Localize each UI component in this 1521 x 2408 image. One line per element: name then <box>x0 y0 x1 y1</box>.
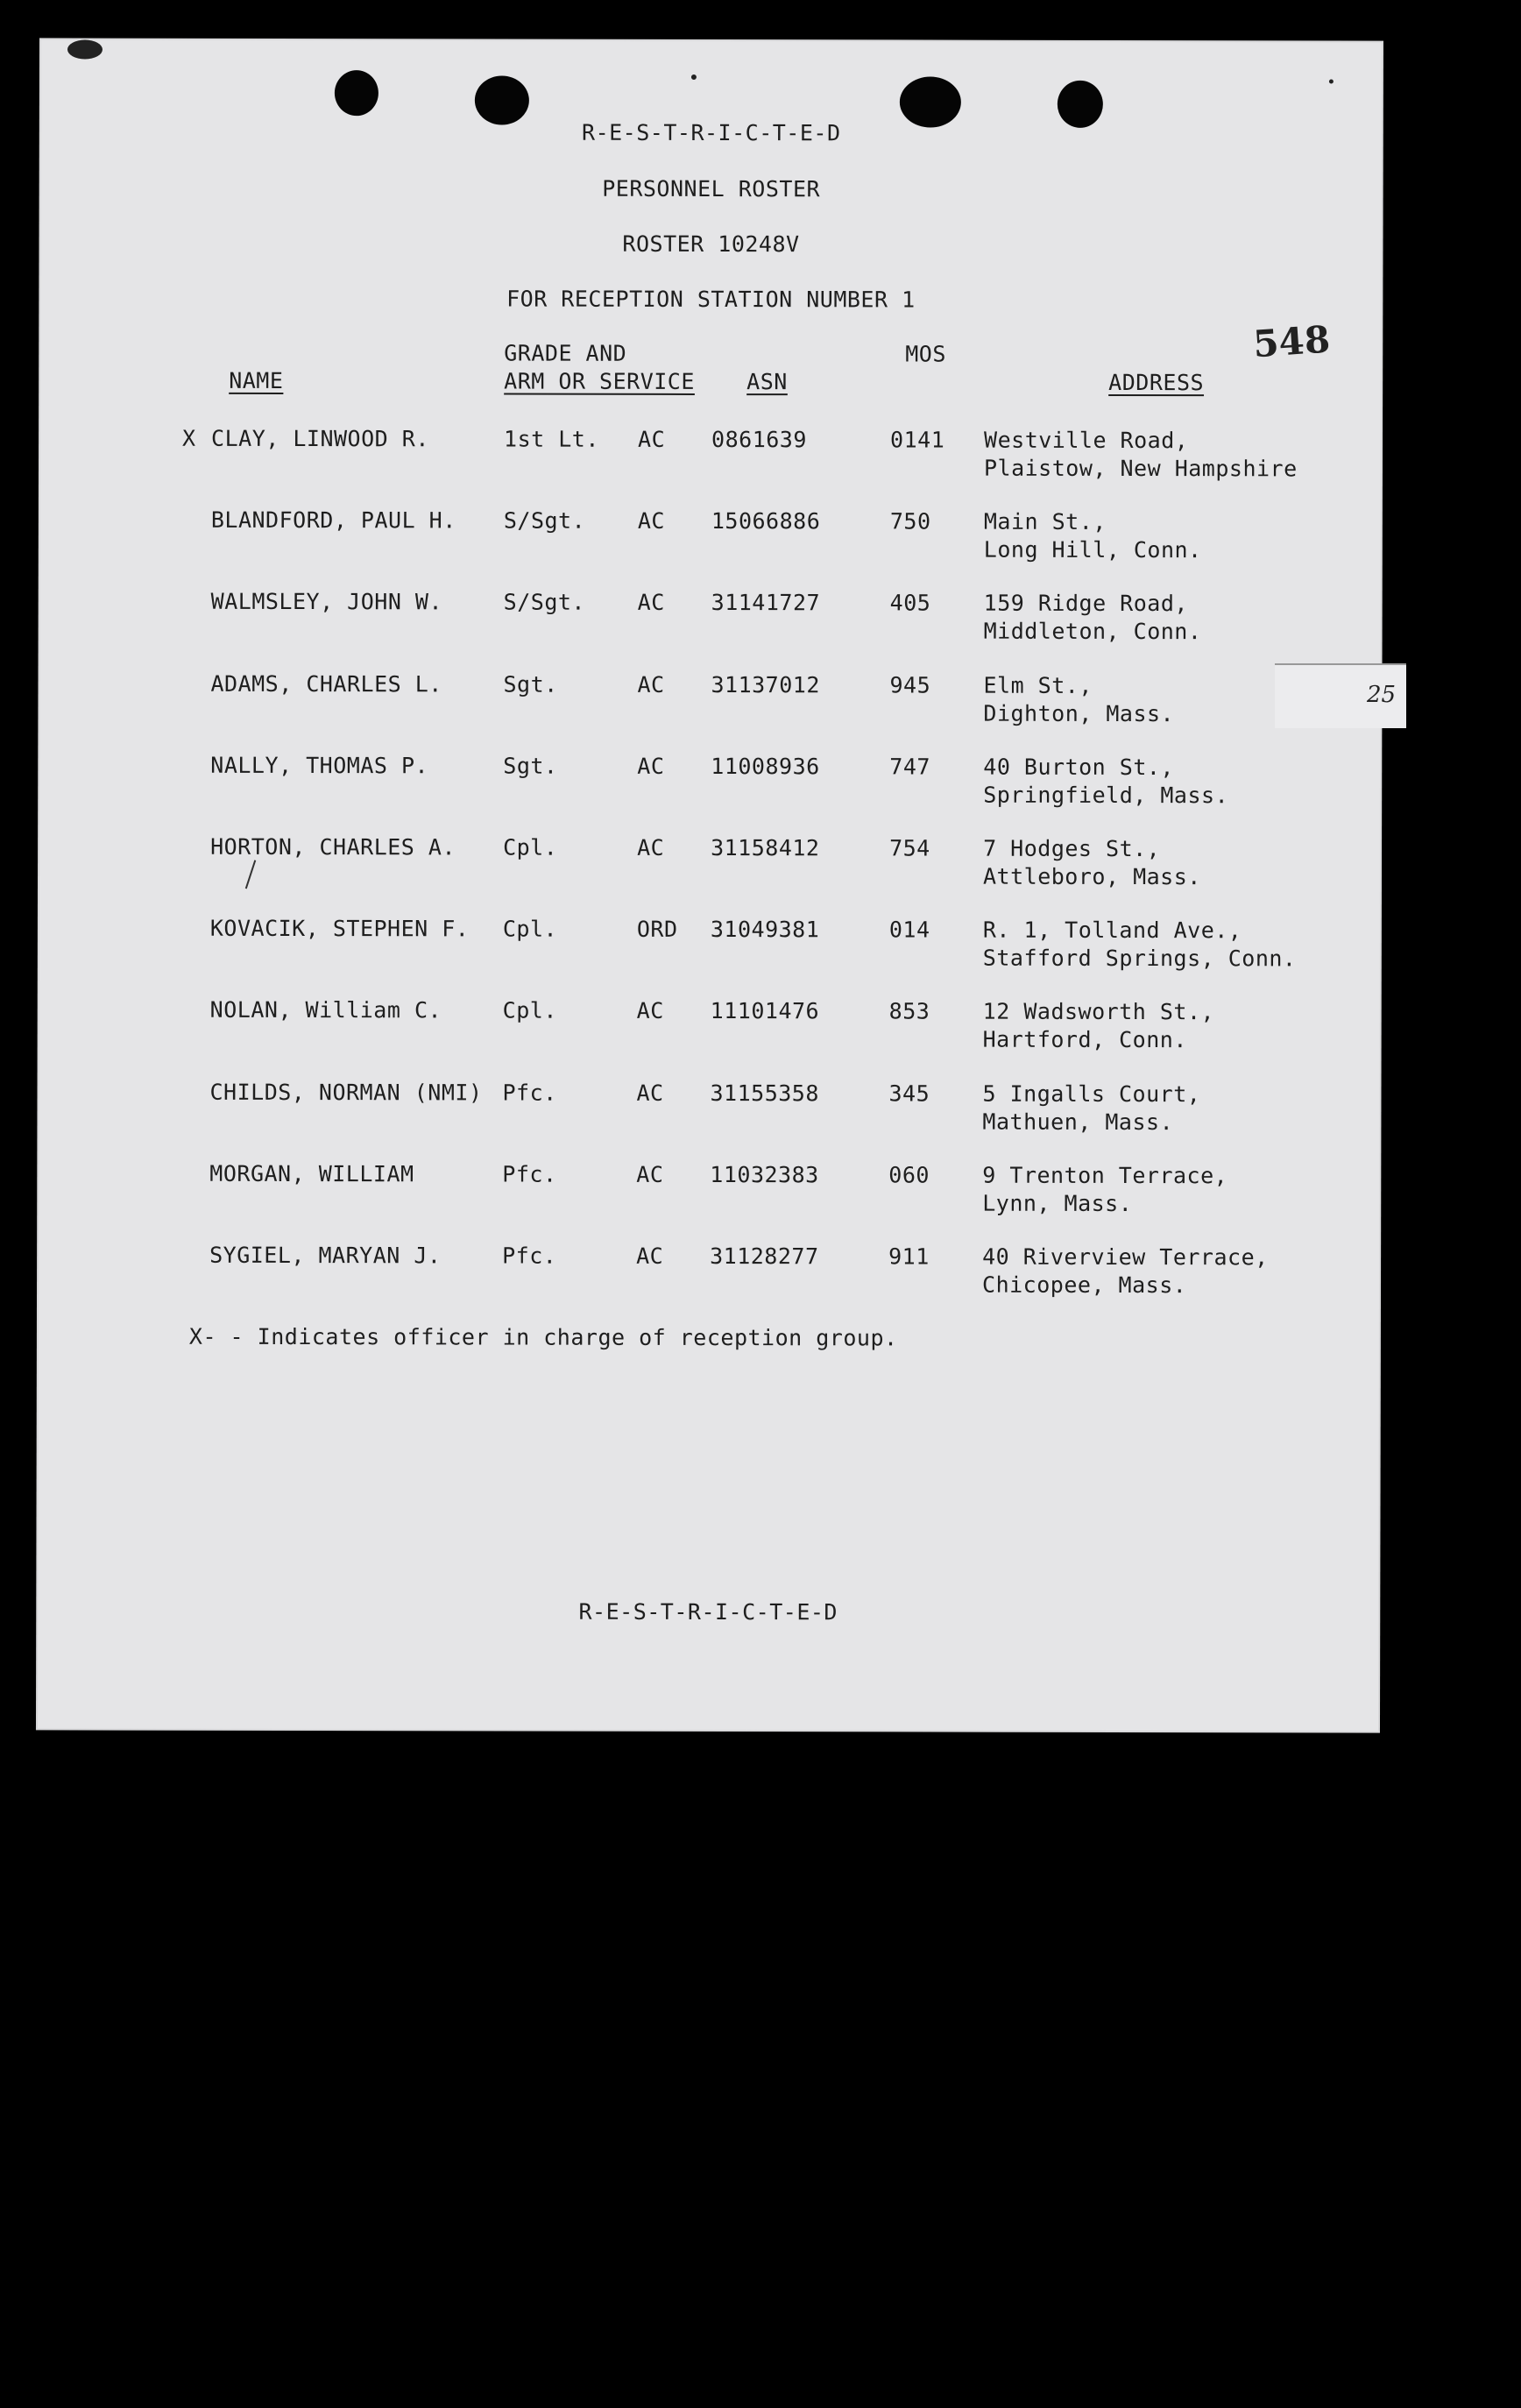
row-name: HORTON, CHARLES A. <box>210 833 456 861</box>
row-grade: Sgt. <box>503 753 558 779</box>
speck <box>1329 79 1334 83</box>
row-address-line1: Elm St., <box>983 672 1093 698</box>
row-grade: S/Sgt. <box>503 507 586 534</box>
row-asn: 11101476 <box>710 998 820 1024</box>
row-grade: Cpl. <box>502 997 557 1024</box>
row-name: CLAY, LINWOOD R. <box>211 425 429 452</box>
row-ssn: 945 <box>889 672 931 698</box>
header-mos: MOS <box>905 341 946 367</box>
row-address-line1: 9 Trenton Terrace, <box>982 1162 1228 1189</box>
page-number: 548 <box>1251 317 1332 366</box>
header-asn: ASN <box>746 369 788 395</box>
row-ssn: 754 <box>889 835 930 861</box>
row-arm: AC <box>637 753 665 779</box>
row-address-line2: Attleboro, Mass. <box>982 863 1201 890</box>
row-address-line1: 40 Riverview Terrace, <box>982 1243 1269 1271</box>
row-name: WALMSLEY, JOHN W. <box>210 589 443 615</box>
roster-sheet <box>38 39 1382 1731</box>
row-grade: Cpl. <box>502 916 558 942</box>
row-address-line2: Middleton, Conn. <box>983 619 1202 645</box>
tab-note: 25 <box>1367 682 1397 708</box>
classification-top: R-E-S-T-R-I-C-T-E-D <box>582 119 841 146</box>
row-name: NALLY, THOMAS P. <box>210 752 429 779</box>
row-address-line2: Long Hill, Conn. <box>983 536 1202 563</box>
row-arm: AC <box>636 1080 664 1106</box>
row-address-line2: Chicopee, Mass. <box>982 1271 1187 1299</box>
row-asn: 31158412 <box>711 835 820 861</box>
row-asn: 0861639 <box>711 427 807 453</box>
row-arm: ORD <box>636 917 678 943</box>
row-grade: Sgt. <box>503 671 558 698</box>
row-address-line1: 159 Ridge Road, <box>983 591 1188 617</box>
row-address-line1: Westville Road, <box>984 427 1189 454</box>
header-grade-line1: GRADE AND <box>504 340 627 366</box>
row-grade: Pfc. <box>502 1161 557 1187</box>
row-grade: S/Sgt. <box>503 589 586 616</box>
row-address-line2: Lynn, Mass. <box>982 1190 1133 1216</box>
punch-hole <box>335 70 378 116</box>
header-grade-line2: ARM OR SERVICE <box>504 368 695 394</box>
classification-bottom: R-E-S-T-R-I-C-T-E-D <box>578 1598 838 1625</box>
row-arm: AC <box>637 671 665 698</box>
row-address-line2: Stafford Springs, Conn. <box>982 945 1297 972</box>
row-arm: AC <box>638 426 666 452</box>
row-address-line1: 5 Ingalls Court, <box>982 1080 1201 1107</box>
row-ssn: 014 <box>888 917 930 943</box>
row-address-line1: 12 Wadsworth St., <box>982 999 1215 1025</box>
speck <box>67 39 103 59</box>
roster-number: ROSTER 10248V <box>622 230 800 258</box>
header-address: ADDRESS <box>1108 369 1205 396</box>
row-name: BLANDFORD, PAUL H. <box>210 506 456 534</box>
footnote: X- - Indicates officer in charge of reception group. <box>188 1323 898 1351</box>
row-arm: AC <box>636 1161 664 1187</box>
row-grade: Pfc. <box>502 1080 557 1106</box>
row-address-line1: R. 1, Tolland Ave., <box>982 917 1242 944</box>
roster-subtitle: FOR RECEPTION STATION NUMBER 1 <box>506 286 916 313</box>
row-address-line2: Hartford, Conn. <box>982 1027 1187 1053</box>
row-ssn: 911 <box>888 1243 930 1270</box>
row-name: NOLAN, William C. <box>209 997 442 1023</box>
punch-hole <box>475 75 529 124</box>
row-arm: AC <box>636 1243 664 1269</box>
row-grade: Cpl. <box>503 834 558 861</box>
row-asn: 11032383 <box>710 1161 819 1188</box>
row-name: KOVACIK, STEPHEN F. <box>209 915 470 942</box>
row-name: CHILDS, NORMAN (NMI) <box>209 1079 483 1106</box>
row-asn: 31141727 <box>711 590 821 616</box>
row-grade: Pfc. <box>502 1243 557 1269</box>
row-asn: 31049381 <box>710 917 820 943</box>
row-address-line2: Springfield, Mass. <box>983 782 1229 809</box>
row-address-line1: 40 Burton St., <box>983 754 1175 780</box>
row-ssn: 747 <box>889 754 930 780</box>
row-mark: X <box>182 425 196 451</box>
row-asn: 31155358 <box>710 1080 819 1106</box>
roster-title: PERSONNEL ROSTER <box>602 175 821 202</box>
row-grade: 1st Lt. <box>504 426 599 452</box>
row-asn: 31128277 <box>710 1243 819 1270</box>
row-address-line1: Main St., <box>983 508 1107 535</box>
row-address-line2: Dighton, Mass. <box>983 700 1175 726</box>
row-name: ADAMS, CHARLES L. <box>210 670 442 697</box>
row-address-line2: Mathuen, Mass. <box>982 1108 1174 1135</box>
pencil-tick <box>245 860 256 889</box>
header-name: NAME <box>229 367 284 393</box>
row-arm: AC <box>637 508 666 535</box>
row-ssn: 345 <box>888 1080 930 1107</box>
row-ssn: 750 <box>889 508 931 535</box>
row-arm: AC <box>636 998 664 1024</box>
row-ssn: 405 <box>889 590 931 616</box>
row-address-line2: Plaistow, New Hampshire <box>983 455 1298 482</box>
row-ssn: 853 <box>888 998 930 1024</box>
row-name: MORGAN, WILLIAM <box>209 1160 414 1187</box>
row-asn: 11008936 <box>711 753 820 780</box>
row-address-line1: 7 Hodges St., <box>983 835 1161 862</box>
speck <box>691 74 697 80</box>
row-asn: 15066886 <box>711 508 821 535</box>
row-ssn: 060 <box>888 1162 930 1188</box>
row-arm: AC <box>637 590 665 616</box>
row-name: SYGIEL, MARYAN J. <box>209 1242 442 1269</box>
row-ssn: 0141 <box>890 427 945 453</box>
row-asn: 31137012 <box>711 671 820 698</box>
row-arm: AC <box>637 834 665 861</box>
